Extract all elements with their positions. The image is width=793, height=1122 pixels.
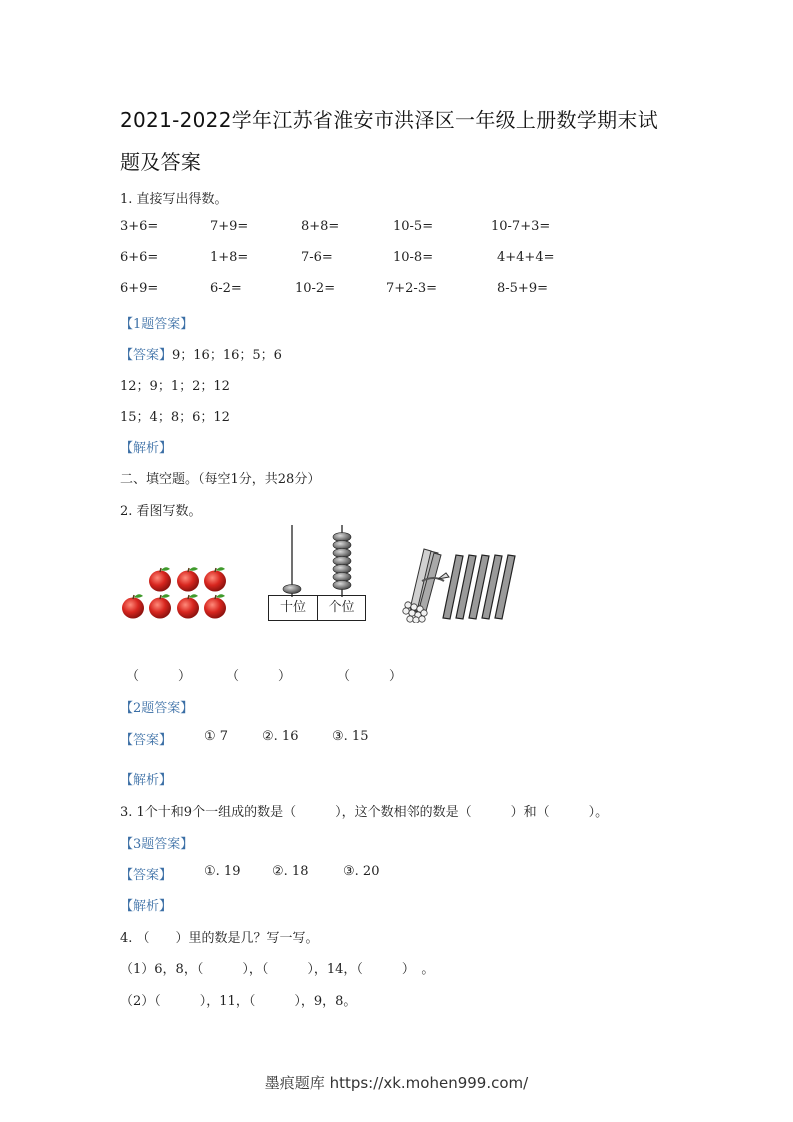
q4-line-2: （2）（ ），11，（ ），9，8。 — [120, 994, 357, 1009]
q2-analysis: 【解析】 — [120, 773, 173, 788]
q1-expr: 7+2-3= — [386, 281, 437, 296]
q1-analysis: 【解析】 — [120, 441, 173, 456]
q3-answer-header: 【3题答案】 — [120, 837, 194, 852]
q1-answer-line3: 15；4；8；6；12 — [120, 410, 230, 425]
q1-expr: 4+4+4= — [497, 250, 555, 265]
q3-analysis: 【解析】 — [120, 899, 173, 914]
section-heading: 二、填空题。（每空1分，共28分） — [120, 472, 321, 487]
q2-answer-1: ① 7 — [204, 729, 229, 744]
q1-answer — [120, 344, 282, 363]
question-1-prompt: 1. 直接写出得数。 — [120, 192, 228, 207]
q1-expr: 6+9= — [120, 281, 159, 296]
q1-expr: 10-5= — [393, 219, 434, 234]
sticks-bundle-image — [400, 545, 525, 623]
page-title-line2: 题及答案 — [120, 150, 202, 174]
q1-answer-header: 【1题答案】 — [120, 317, 194, 332]
answer-value: 9；16；16；5；6 — [172, 348, 282, 363]
answer-blank[interactable]: （ ） — [226, 669, 292, 684]
abacus-rods — [268, 523, 366, 597]
question-3-prompt: 3. 1个十和9个一组成的数是（ ），这个数相邻的数是（ ）和（ ）。 — [120, 805, 609, 820]
answer-label: 【答案】 — [120, 348, 173, 363]
abacus-tens-label: 十位 — [268, 595, 318, 621]
q1-expr: 3+6= — [120, 219, 159, 234]
q1-expr: 10-2= — [295, 281, 336, 296]
q3-answer-1: ①. 19 — [204, 864, 241, 879]
q2-answer-header: 【2题答案】 — [120, 701, 194, 716]
abacus-place-table — [268, 595, 366, 621]
page-title: 2021-2022学年江苏省淮安市洪泽区一年级上册数学期末试 — [120, 108, 659, 132]
question-2-prompt: 2. 看图写数。 — [120, 504, 202, 519]
q1-expr: 6-2= — [210, 281, 242, 296]
q1-expr: 8+8= — [301, 219, 340, 234]
q3-answer-label: 【答案】 — [120, 868, 173, 883]
q2-answer-2: ②. 16 — [262, 729, 299, 744]
q2-answer-label: 【答案】 — [120, 733, 173, 748]
answer-blank[interactable]: （ ） — [337, 669, 403, 684]
footer-watermark: 墨痕题库 https://xk.mohen999.com/ — [264, 1074, 529, 1092]
apples-image — [118, 562, 233, 624]
q1-expr: 6+6= — [120, 250, 159, 265]
q1-expr: 10-8= — [393, 250, 434, 265]
q1-answer-line2: 12；9；1；2；12 — [120, 379, 230, 394]
q1-expr: 1+8= — [210, 250, 249, 265]
question-4-prompt: 4. （ ）里的数是几？写一写。 — [120, 931, 319, 946]
q1-expr: 7+9= — [210, 219, 249, 234]
q3-answer-3: ③. 20 — [343, 864, 380, 879]
answer-blank[interactable]: （ ） — [126, 669, 192, 684]
q4-line-1: （1）6，8，（ ），（ ），14，（ ） 。 — [120, 962, 435, 977]
q1-expr: 7-6= — [301, 250, 333, 265]
abacus — [268, 523, 366, 621]
abacus-ones-label: 个位 — [317, 595, 366, 621]
q1-expr: 8-5+9= — [497, 281, 548, 296]
q3-answer-2: ②. 18 — [272, 864, 309, 879]
q1-expr: 10-7+3= — [491, 219, 551, 234]
q2-answer-3: ③. 15 — [332, 729, 369, 744]
